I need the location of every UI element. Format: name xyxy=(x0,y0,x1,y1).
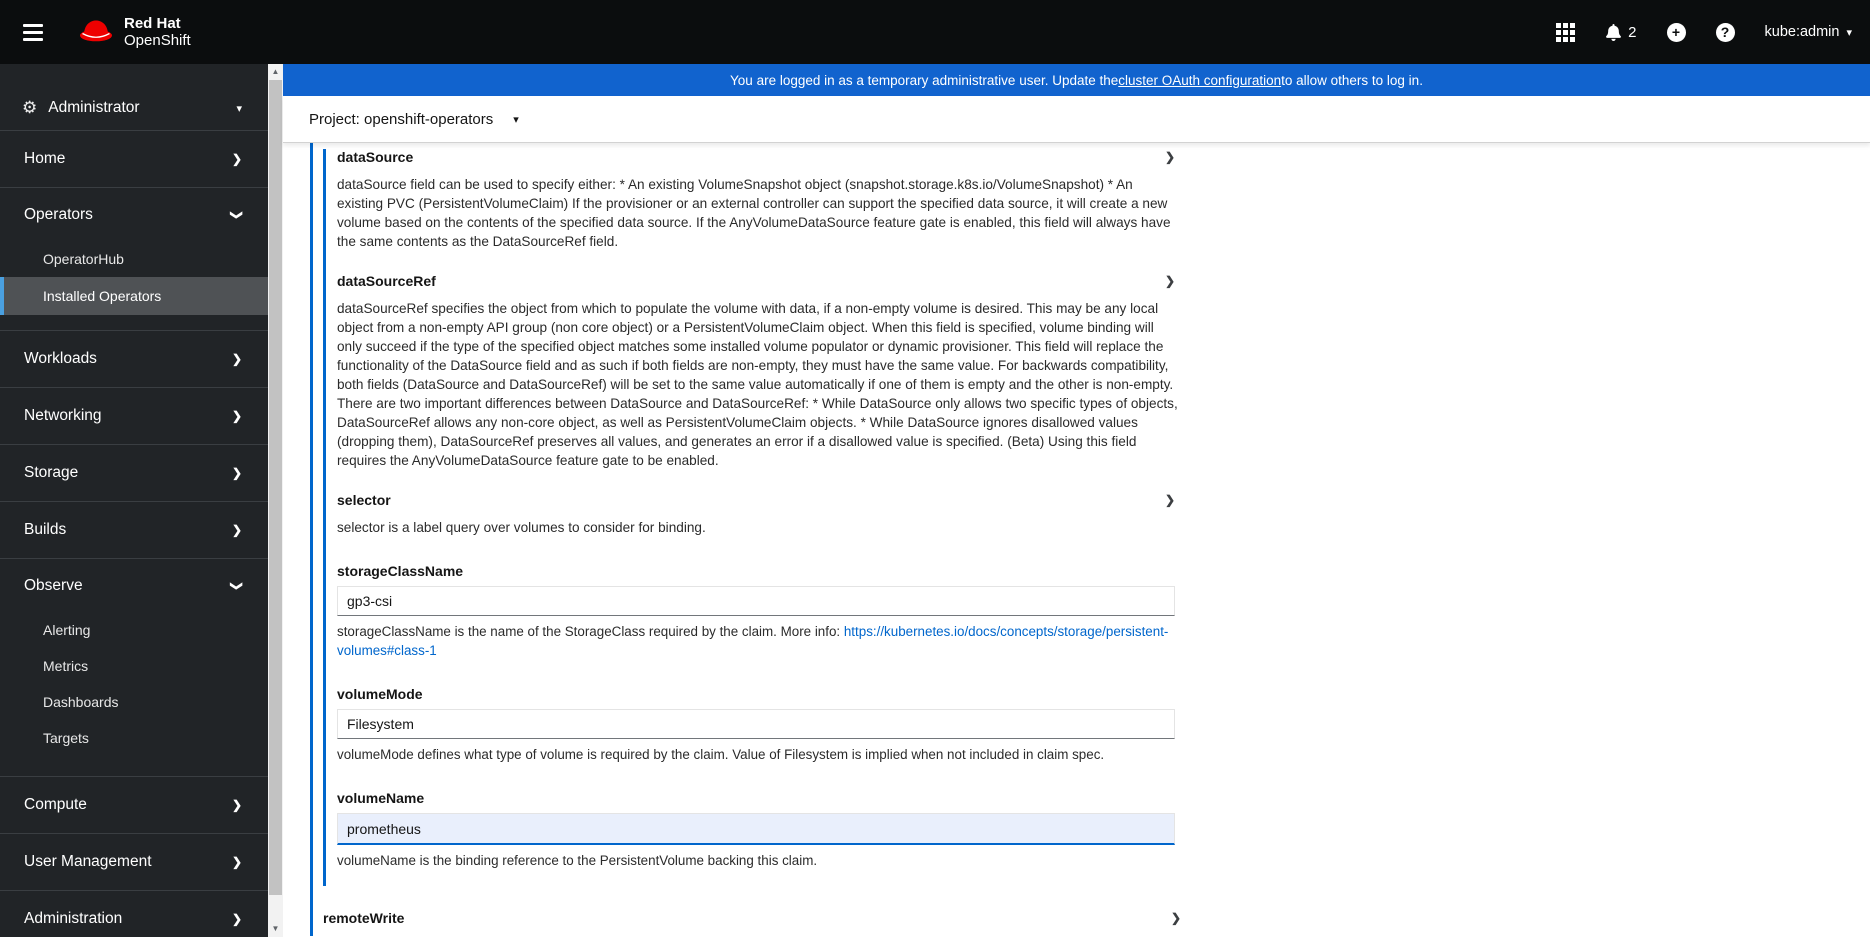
brand-line1: Red Hat xyxy=(124,15,181,32)
chevron-right-icon[interactable]: ❯ xyxy=(1164,493,1175,507)
storageclassname-input[interactable] xyxy=(337,586,1175,616)
caret-down-icon[interactable]: ▾ xyxy=(513,113,519,126)
field-row-volumename xyxy=(337,790,1175,806)
chevron-right-icon[interactable]: ❯ xyxy=(1164,150,1175,164)
chevron-right-icon: ❯ xyxy=(231,523,242,537)
form-section-volume-claim xyxy=(323,149,1178,886)
help-button[interactable] xyxy=(1716,23,1735,42)
chevron-down-icon: ❯ xyxy=(229,209,244,220)
chevron-down-icon: ❯ xyxy=(229,580,244,591)
sidebar-item-dashboards[interactable]: Dashboards xyxy=(43,694,119,710)
project-bar xyxy=(283,96,1870,143)
masthead xyxy=(0,0,1870,64)
field-name: storageClassName xyxy=(337,563,464,579)
sidebar-item-user-management[interactable]: User Management ❯ xyxy=(24,853,242,870)
notifications-button[interactable] xyxy=(1605,24,1636,41)
field-name: selector xyxy=(337,492,391,508)
sidebar-item-observe[interactable]: Observe ❯ xyxy=(24,576,244,594)
sidebar-item-compute[interactable]: Compute ❯ xyxy=(24,796,242,813)
k8s-docs-link[interactable]: https://kubernetes.io/docs/concepts/storage/persistent-volumes#class-1 xyxy=(337,624,1169,658)
operand-form-content xyxy=(283,143,1870,937)
notification-count: 2 xyxy=(1628,23,1637,41)
chevron-right-icon: ❯ xyxy=(231,409,242,423)
sidebar-item-builds[interactable]: Builds ❯ xyxy=(24,521,242,538)
field-help: volumeMode defines what type of volume is required by the claim. Value of Filesystem is implied when not included in claim spec. xyxy=(337,747,1105,762)
field-name: volumeName xyxy=(337,790,425,806)
field-description: dataSource field can be used to specify either: * An existing VolumeSnapshot object (snapshot.storage.k8s.io/VolumeSnapshot) * An existing PVC (PersistentVolumeClaim) If the provisioner or an external controller can support the specified data source, it will create a new volume based on the contents of the specified data source. If the AnyVolumeDataSource feature gate is enabled, this field will always have the same contents as the DataSourceRef field. xyxy=(337,177,1171,249)
oauth-config-link[interactable]: cluster OAuth configuration xyxy=(1118,72,1282,88)
field-row-remotewrite xyxy=(323,910,1181,936)
field-row-storageclassname xyxy=(337,563,1175,579)
redhat-fedora-icon xyxy=(78,19,114,46)
chevron-right-icon[interactable]: ❯ xyxy=(1170,911,1181,925)
chevron-right-icon: ❯ xyxy=(231,855,242,869)
chevron-right-icon: ❯ xyxy=(231,352,242,366)
perspective-switcher[interactable] xyxy=(0,86,268,130)
chevron-right-icon: ❯ xyxy=(231,152,242,166)
brand-logo xyxy=(78,15,191,49)
sidebar-item-workloads[interactable]: Workloads ❯ xyxy=(24,350,242,367)
question-circle-icon: ? xyxy=(1716,23,1735,42)
chevron-right-icon: ❯ xyxy=(231,466,242,480)
field-description: selector is a label query over volumes to consider for binding. xyxy=(337,520,706,535)
chevron-right-icon[interactable]: ❯ xyxy=(1164,274,1175,288)
field-row-datasource xyxy=(337,149,1175,165)
sidebar-item-home[interactable]: Home ❯ xyxy=(24,150,242,167)
volumemode-input[interactable] xyxy=(337,709,1175,739)
chevron-right-icon: ❯ xyxy=(231,798,242,812)
field-row-datasourceref xyxy=(337,273,1175,289)
perspective-label: Administrator xyxy=(48,99,140,116)
project-selector-label[interactable]: Project: openshift-operators xyxy=(309,110,494,128)
user-menu[interactable] xyxy=(1765,24,1853,40)
sidebar-item-targets[interactable]: Targets xyxy=(43,730,89,746)
sidebar-item-networking[interactable]: Networking ❯ xyxy=(24,407,242,424)
sidebar-item-storage[interactable]: Storage ❯ xyxy=(24,464,242,481)
plus-circle-icon: + xyxy=(1667,23,1686,42)
nav-toggle-button[interactable] xyxy=(6,0,60,64)
quick-create-button[interactable] xyxy=(1667,23,1686,42)
field-row-selector xyxy=(337,492,1175,508)
caret-down-icon: ▾ xyxy=(1846,26,1852,39)
field-row-volumemode xyxy=(337,686,1175,702)
sidebar-scrollbar[interactable] xyxy=(268,64,283,937)
gear-icon: ⚙ xyxy=(22,98,38,117)
brand-line2: OpenShift xyxy=(124,32,191,49)
sidebar-nav xyxy=(0,64,268,937)
field-description: dataSourceRef specifies the object from which to populate the volume with data, if a non-empty volume is desired. This may be any local object from a non-empty API group (non core object) or a PersistentVolumeClaim object. When this field is specified, volume binding will only succeed if the type of the specified object matches some installed volume populator or dynamic provisioner. This field will replace the functionality of the DataSource field and as such if both fields are non-empty, they must have the same value. For backwards compatibility, both fields (DataSource and DataSourceRef) will be set to the same value automatically if one of them is empty and the other is non-empty. There are two important differences between DataSource and DataSourceRef: * While DataSource only allows two specific types of objects, DataSourceRef allows any non-core object, as well as PersistentVolumeClaim objects. * While DataSource ignores disallowed values (dropping them), DataSourceRef preserves all values, and generates an error if a disallowed value is specified. (Beta) Using this field requires the AnyVolumeDataSource feature gate to be enabled. xyxy=(337,301,1178,468)
field-help: storageClassName is the name of the StorageClass required by the claim. More info: https://kubernetes.io/docs/concepts/storage/persistent-volumes#class-1 xyxy=(337,624,1169,658)
sidebar-item-operatorhub[interactable]: OperatorHub xyxy=(43,251,124,267)
banner-text-before: You are logged in as a temporary administrative user. Update the xyxy=(730,72,1119,88)
field-name: volumeMode xyxy=(337,686,423,702)
banner-text-after: to allow others to log in. xyxy=(1281,72,1423,88)
scroll-down-arrow-icon[interactable]: ▼ xyxy=(271,924,280,933)
sidebar-item-operators[interactable]: Operators ❯ xyxy=(24,205,244,223)
sidebar-item-administration[interactable]: Administration ❯ xyxy=(24,910,242,927)
chevron-right-icon: ❯ xyxy=(231,912,242,926)
sidebar-item-metrics[interactable]: Metrics xyxy=(43,658,89,674)
sidebar-item-installed-operators[interactable]: Installed Operators xyxy=(0,277,268,315)
app-launcher-icon xyxy=(1556,23,1575,42)
bell-icon xyxy=(1605,24,1622,41)
field-name: dataSourceRef xyxy=(337,273,436,289)
app-launcher-button[interactable] xyxy=(1556,23,1575,42)
scrollbar-thumb[interactable] xyxy=(269,80,282,895)
login-banner xyxy=(283,64,1870,96)
volumename-input[interactable] xyxy=(337,813,1175,845)
form-section-outer xyxy=(310,143,1870,936)
scroll-up-arrow-icon[interactable]: ▲ xyxy=(271,67,280,76)
username: kube:admin xyxy=(1764,24,1840,40)
main-area xyxy=(283,64,1870,937)
field-help: volumeName is the binding reference to the PersistentVolume backing this claim. xyxy=(337,853,818,868)
caret-down-icon: ▾ xyxy=(236,102,242,115)
sidebar-item-alerting[interactable]: Alerting xyxy=(43,622,91,638)
field-name: dataSource xyxy=(337,149,414,165)
field-name: remoteWrite xyxy=(323,910,405,926)
